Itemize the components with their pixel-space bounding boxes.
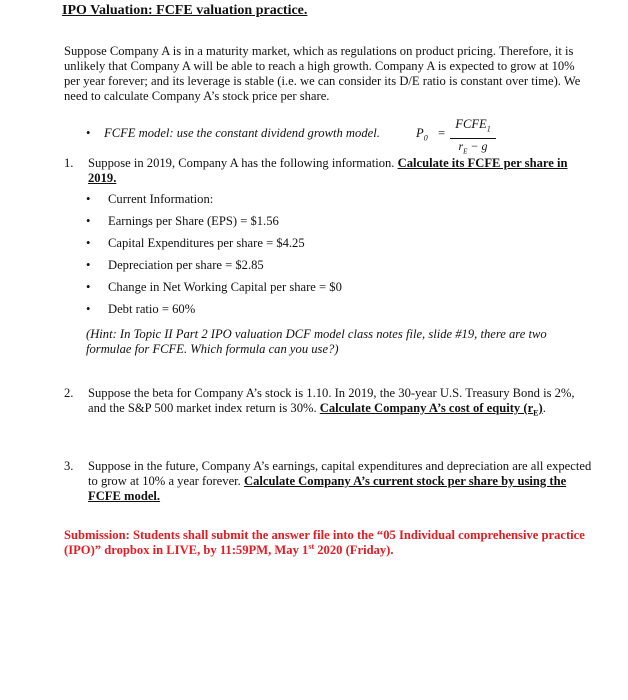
- fcfe-model-label: FCFE model: use the constant dividend growth model.: [104, 126, 380, 140]
- question-task: Calculate Company A’s cost of equity $(r_E)$: [319, 401, 543, 418]
- intro-paragraph: Suppose Company A is in a maturity market, which as regulations on product pricing. Therefore, it is unlikely that Company A will be able to reach a high growth. Company A is expected to grow at 10% per year forever; and its leverage is stable (i.e. we can consider its D/E ratio is constant over time). We need to calculate Company A’s stock price per share.: [64, 44, 581, 103]
- question-1: [64, 156, 592, 186]
- formula-equals: =: [438, 126, 446, 140]
- list-item: • Debt ratio = 60%: [86, 302, 196, 316]
- question-3: [64, 459, 592, 504]
- question-text: Suppose in the future, Company A’s earnings, capital expenditures and depreciation are all expected to grow at 10% a year forever.: [88, 459, 592, 488]
- list-item: • Current Information:: [86, 192, 214, 206]
- question-number: 2.: [64, 386, 74, 400]
- list-item: • Change in Net Working Capital per share = $0: [86, 280, 342, 294]
- list-item: • Depreciation per share = $2.85: [86, 258, 264, 272]
- formula-numerator: $FCFE_1$: [450, 117, 496, 139]
- formula-denominator: $r_E - g$: [458, 138, 488, 155]
- list-item: • Earnings per Share (EPS) = $1.56: [86, 214, 279, 228]
- fcfe-model-bullet: [82, 117, 582, 155]
- question-number: 3.: [64, 459, 74, 473]
- question-task: Calculate its FCFE per share in 2019.: [88, 156, 568, 185]
- question-text: Suppose in 2019, Company A has the following information.: [88, 156, 398, 170]
- submission-note: Submission: Students shall submit the answer file into the “05 Individual comprehensive practice (IPO)” dropbox in LIVE, by 11:59PM, May 1st 2020 (Friday).: [64, 528, 585, 557]
- question-number: 1.: [64, 156, 74, 170]
- list-item: • Capital Expenditures per share = $4.25: [86, 236, 305, 250]
- formula-lhs: $P_0$: [416, 126, 428, 143]
- q1-hint: (Hint: In Topic II Part 2 IPO valuation DCF model class notes file, slide #19, there are two formulae for FCFE. Which formula can you use?): [86, 327, 547, 356]
- page-title: IPO Valuation: FCFE valuation practice.: [62, 3, 308, 18]
- question-2: 2. Suppose the beta for Company A’s stock is 1.10. In 2019, the 30-year U.S. Treasury Bond is 2%, and the S&P 500 market index return is 30%. Calculate Company A’s cost of equity $(r_E)$.: [64, 386, 575, 418]
- bullet: •: [86, 126, 91, 140]
- formula-fraction: [450, 117, 496, 158]
- question-text: Suppose the beta for Company A’s stock is 1.10. In 2019, the 30-year U.S. Treasury Bond is 2%, and the S&P 500 market index return is 30%.: [88, 386, 575, 415]
- question-task: Calculate Company A’s current stock per share by using the FCFE model.: [88, 474, 567, 503]
- q1-info-list: [86, 192, 342, 321]
